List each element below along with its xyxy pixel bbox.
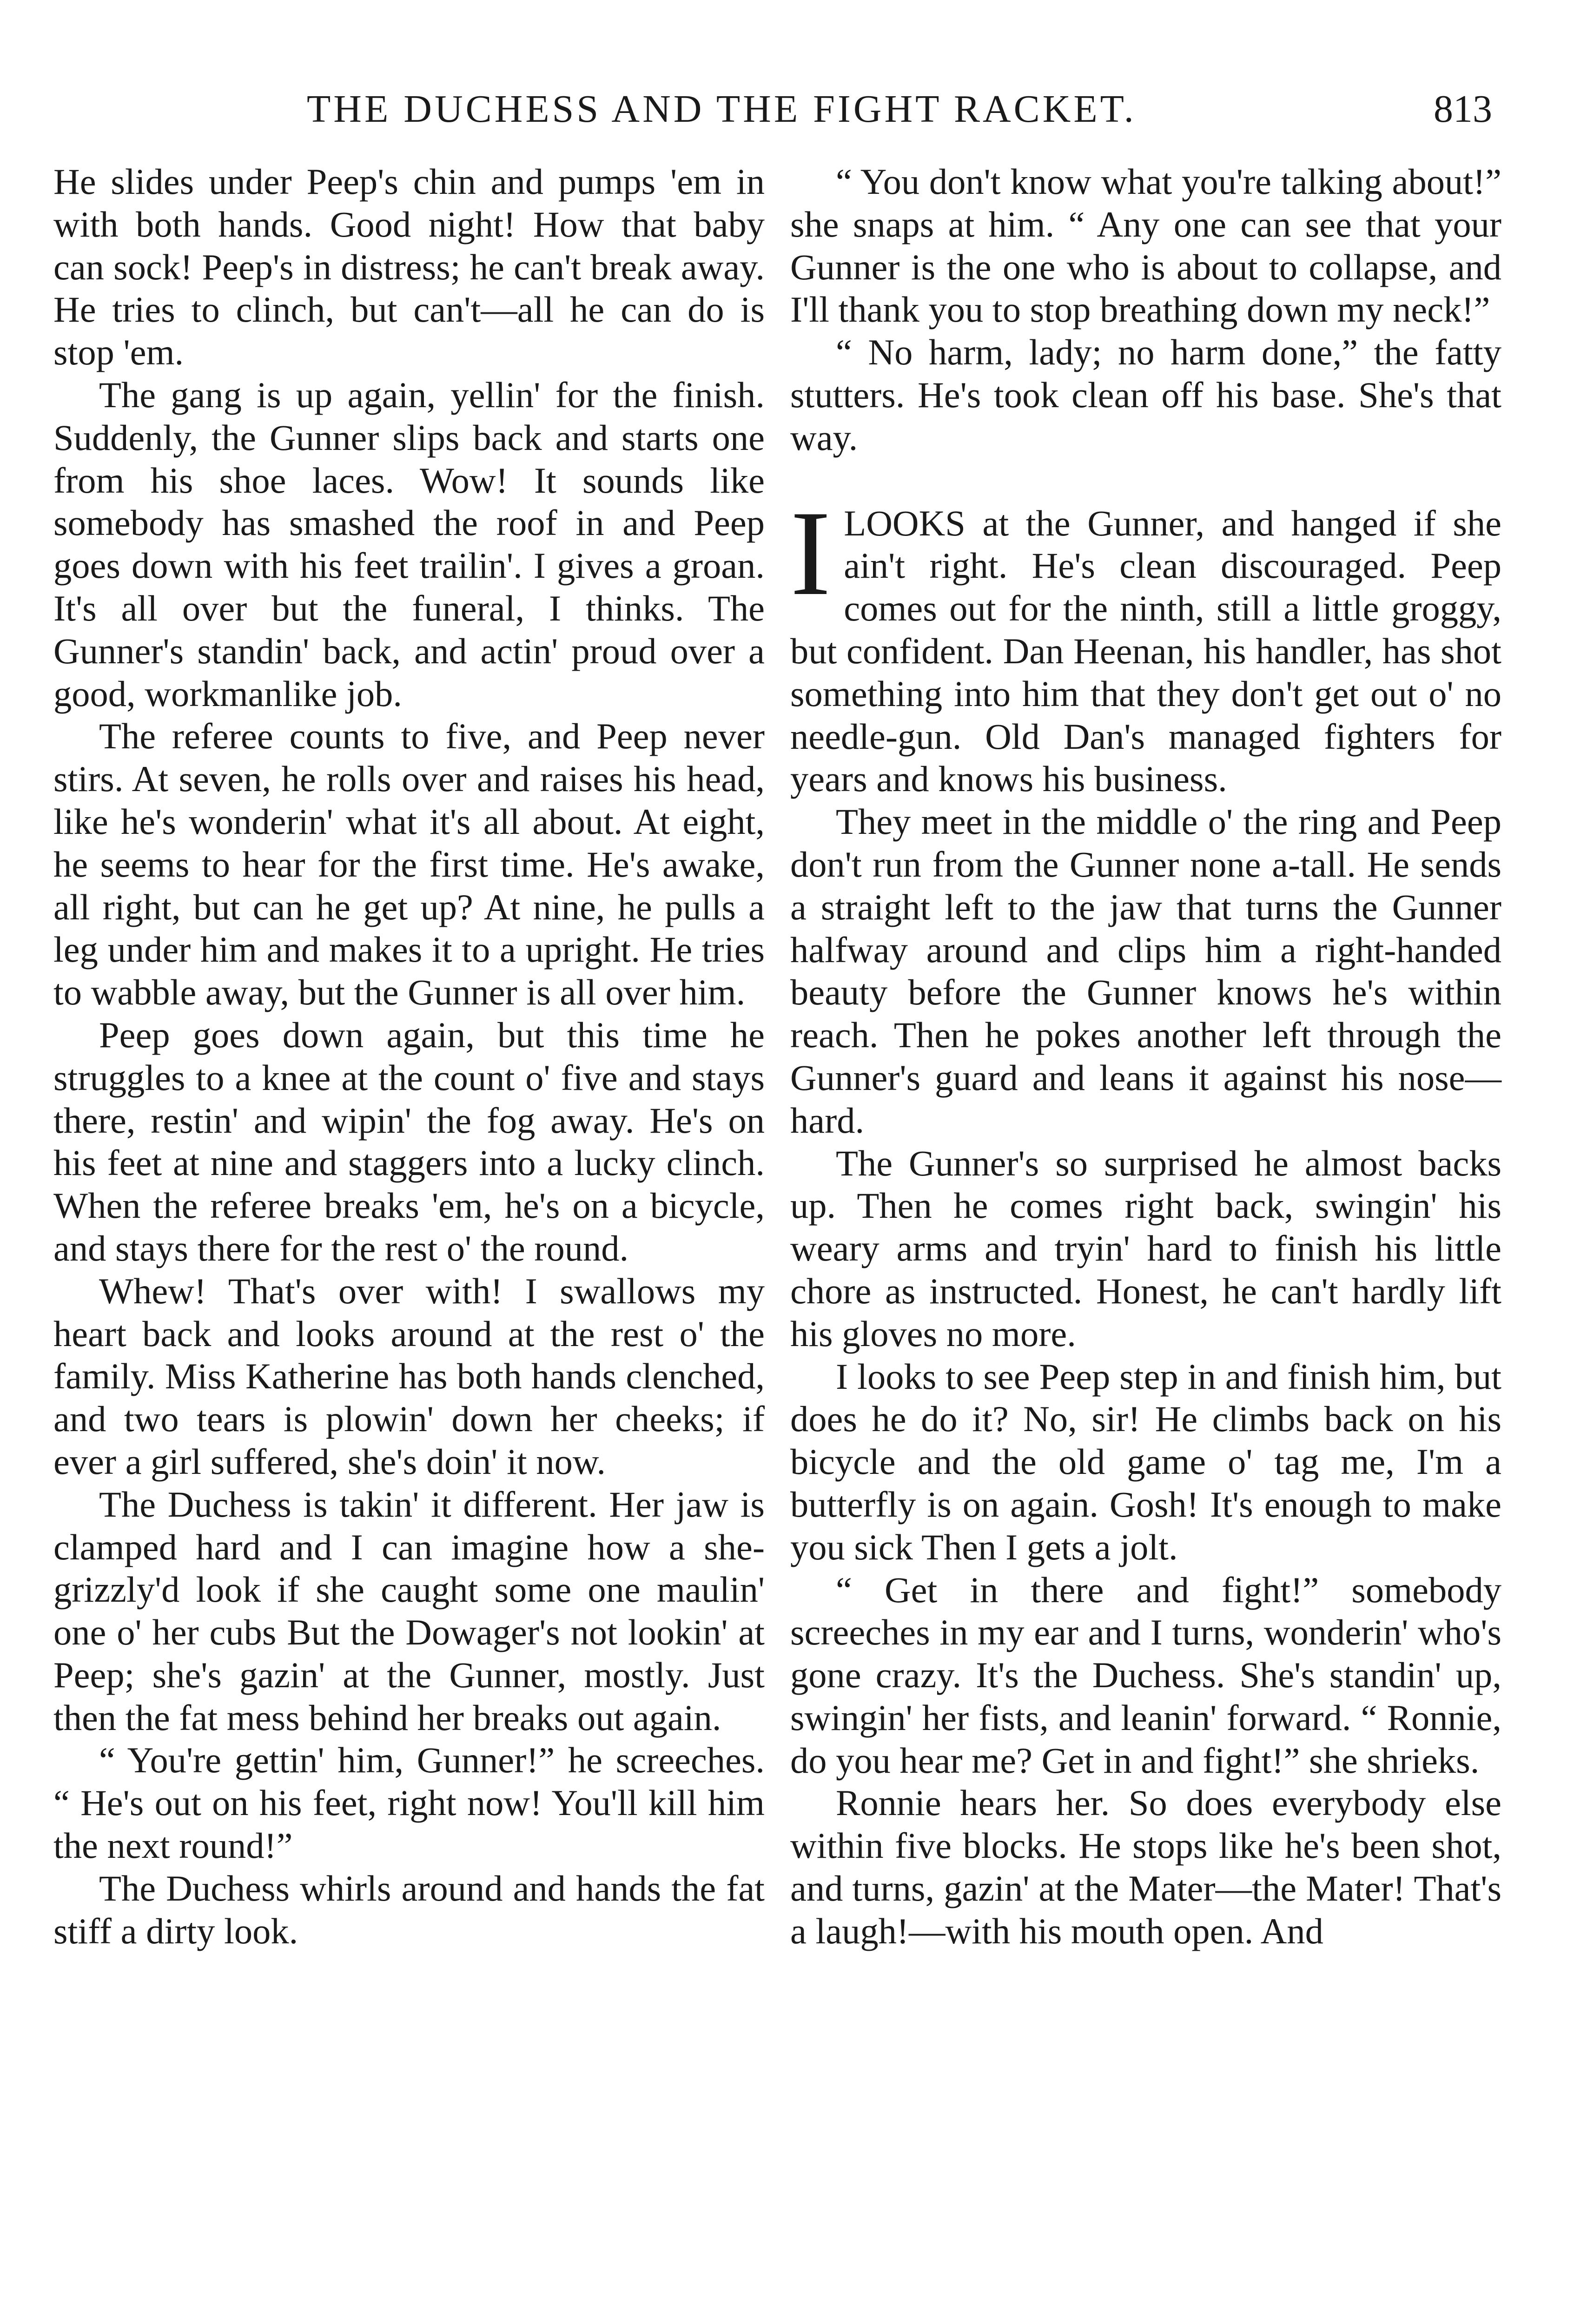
- right-column: [790, 160, 1501, 1953]
- paragraph: I looks to see Peep step in and finish him, but does he do it? No, sir! He climbs back on his bicycle and the old game o' tag me, I'm a butterfly is on again. Gosh! It's enough to make you sick Then I gets a jolt.: [790, 1356, 1501, 1567]
- running-head: [51, 84, 1492, 135]
- section-opening-text: LOOKS at the Gunner, and hanged if she ain't right. He's clean discouraged. Peep comes out for the ninth, still a little groggy, but confident. Dan Heenan, his handler, has shot something into him that they don't get out o' no needle-gun. Old Dan's managed fighters for years and knows his business.: [790, 502, 1501, 799]
- paragraph: Peep goes down again, but this time he struggles to a knee at the count o' five and stays there, restin' and wipin' the fog away. He's on his feet at nine and staggers into a lucky clinch. When the referee breaks 'em, he's on a bicycle, and stays there for the rest o' the round.: [53, 1014, 765, 1268]
- left-column: [53, 160, 765, 1952]
- paragraph: “ You're gettin' him, Gunner!” he screeches. “ He's out on his feet, right now! You'll kill him the next round!”: [53, 1740, 765, 1866]
- paragraph: Whew! That's over with! I swallows my heart back and looks around at the rest o' the family. Miss Katherine has both hands clenched, and two tears is plowin' down her cheeks; if ever a girl suffered, she's doin' it now.: [53, 1270, 765, 1482]
- drop-cap: I: [790, 485, 831, 621]
- paragraph: Ronnie hears her. So does everybody else within five blocks. He stops like he's been shot, and turns, gazin' at the Mater—the Mater! That's a laugh!—with his mouth open. And: [790, 1783, 1501, 1951]
- paragraph: “ No harm, lady; no harm done,” the fatty stutters. He's took clean off his base. She's that way.: [790, 332, 1501, 458]
- paragraph: The gang is up again, yellin' for the finish. Suddenly, the Gunner slips back and starts one from his shoe laces. Wow! It sounds like somebody has smashed the roof in and Peep goes down with his feet trailin'. I gives a groan. It's all over but the funeral, I thinks. The Gunner's standin' back, and actin' proud over a good, workmanlike job.: [53, 374, 765, 714]
- paragraph: He slides under Peep's chin and pumps 'em in with both hands. Good night! How that baby can sock! Peep's in distress; he can't break away. He tries to clinch, but can't—all he can do is stop 'em.: [53, 161, 765, 373]
- paragraph: The Duchess is takin' it different. Her jaw is clamped hard and I can imagine how a she-grizzly'd look if she caught some one maulin' one o' her cubs But the Dowager's not lookin' at Peep; she's gazin' at the Gunner, mostly. Just then the fat mess behind her breaks out again.: [53, 1484, 765, 1738]
- page-number: 813: [1434, 87, 1492, 131]
- paragraph: “ Get in there and fight!” somebody screeches in my ear and I turns, wonderin' who's gone crazy. It's the Duchess. She's standin' up, swingin' her fists, and leanin' forward. “ Ronnie, do you hear me? Get in and fight!” she shrieks.: [790, 1569, 1501, 1781]
- paragraph: The referee counts to five, and Peep never stirs. At seven, he rolls over and raises his head, like he's wonderin' what it's all about. At eight, he seems to hear for the first time. He's awake, all right, but can he get up? At nine, he pulls a leg under him and makes it to a upright. He tries to wabble away, but the Gunner is all over him.: [53, 716, 765, 1013]
- section-opening-paragraph: [790, 485, 1501, 801]
- paragraph: They meet in the middle o' the ring and Peep don't run from the Gunner none a-tall. He sends a straight left to the jaw that turns the Gunner halfway around and clips him a right-handed beauty before the Gunner knows he's within reach. Then he pokes another left through the Gunner's guard and leans it against his nose—hard.: [790, 801, 1501, 1141]
- paragraph: The Duchess whirls around and hands the fat stiff a dirty look.: [53, 1868, 765, 1951]
- paragraph: “ You don't know what you're talking about!” she snaps at him. “ Any one can see that your Gunner is the one who is about to collapse, and I'll thank you to stop breathing down my neck!”: [790, 161, 1501, 330]
- page-title: THE DUCHESS AND THE FIGHT RACKET.: [307, 87, 1137, 131]
- paragraph: The Gunner's so surprised he almost backs up. Then he comes right back, swingin' his weary arms and tryin' hard to finish his little chore as instructed. Honest, he can't hardly lift his gloves no more.: [790, 1142, 1501, 1354]
